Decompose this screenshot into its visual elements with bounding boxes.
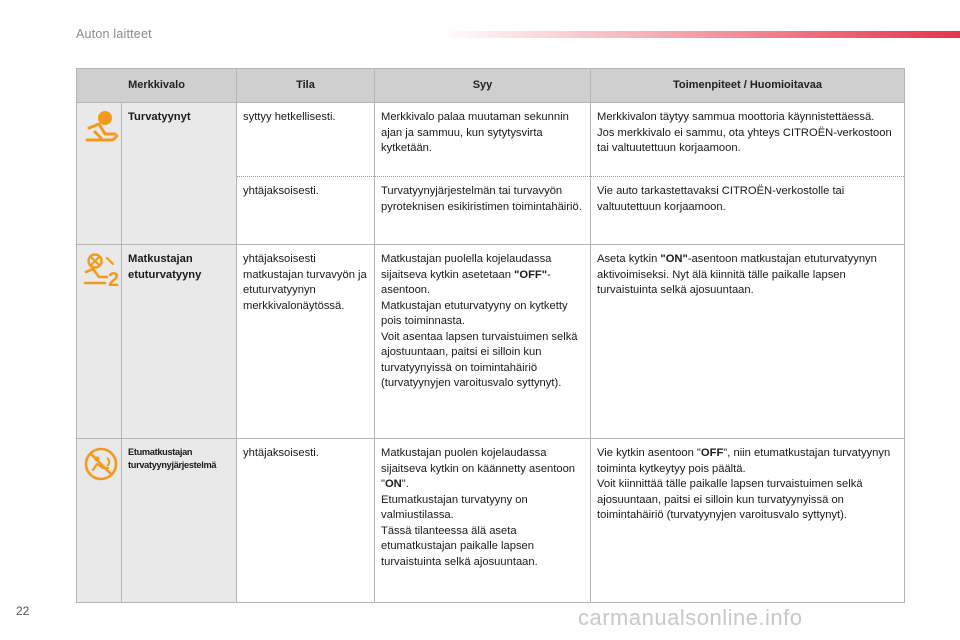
lamp-icon-cell — [77, 103, 122, 245]
action-text: ", niin etumatkustajan turvatyynyn toiminta kytkeytyy pois päältä. Voit kiinnittää tälle paikalle lapsen turvaistuimen selkä ajosuuntaan, paitsi ei silloin kun turvatyynyissä on toimintahäiriö (turvatyynyjen varoitusvalo syttynyt). — [597, 447, 891, 521]
action-cell: Vie auto tarkastettavaksi CITROËN-verkostolle tai valtuutettuun korjaamoon. — [591, 177, 905, 245]
table-header-row — [77, 69, 905, 103]
cause-text: ". Etumatkustajan turvatyyny on valmiustilassa. Tässä tilanteessa älä aseta etumatkustajan paikalle lapsen turvaistuinta selkä ajosuuntaan. — [381, 478, 538, 568]
passenger-airbag-off-icon — [83, 252, 123, 288]
warning-lamp-table — [76, 68, 905, 603]
state-cell: yhtäjaksoisesti. — [237, 439, 375, 603]
table-row — [77, 103, 905, 177]
lamp-name: Turvatyynyt — [122, 103, 237, 245]
section-title: Auton laitteet — [76, 27, 152, 41]
svg-text:2: 2 — [108, 269, 120, 288]
cause-cell: Turvatyynyjärjestelmän tai turvavyön pyroteknisen esikiristimen toimintahäiriö. — [375, 177, 591, 245]
lamp-icon-cell — [77, 245, 122, 439]
cause-text: Matkustajan puolen kojelaudassa sijaitseva kytkin on käännetty asentoon " — [381, 447, 576, 490]
lamp-icon-cell — [77, 439, 122, 603]
cause-cell — [375, 439, 591, 603]
action-cell — [591, 439, 905, 603]
action-cell: Merkkivalon täytyy sammua moottoria käynnistettäessä. Jos merkkivalo ei sammu, ota yhteys CITROËN-verkostoon tai valtuutettuun korjaamoon. — [591, 103, 905, 177]
action-text: -asentoon matkustajan etuturvatyynyn aktivoimiseksi. Nyt älä kiinnitä tälle paikalle lapsen turvaistuinta selkä ajosuuntaan. — [597, 253, 877, 296]
cause-cell: Merkkivalo palaa muutaman sekunnin ajan ja sammuu, kun sytytysvirta kytketään. — [375, 103, 591, 177]
action-cell — [591, 245, 905, 439]
column-header-cause: Syy — [375, 69, 591, 103]
lamp-name: Etumatkustajan turvatyynyjärjestelmä — [122, 439, 237, 603]
column-header-action: Toimenpiteet / Huomioitavaa — [591, 69, 905, 103]
state-cell: yhtäjaksoisesti. — [237, 177, 375, 245]
switch-position-off: OFF — [700, 447, 724, 459]
page-number: 22 — [16, 604, 30, 618]
state-cell: yhtäjaksoisesti matkustajan turvavyön ja etuturvatyynyn merkkivalonäytössä. — [237, 245, 375, 439]
action-text: Aseta kytkin — [597, 253, 661, 265]
front-passenger-airbag-icon — [83, 446, 119, 482]
state-cell: syttyy hetkellisesti. — [237, 103, 375, 177]
watermark: carmanualsonline.info — [578, 605, 803, 630]
lamp-name: Matkustajan etuturvatyyny — [122, 245, 237, 439]
table-row — [77, 439, 905, 603]
cause-text: Matkustajan puolella kojelaudassa sijaitseva kytkin asetetaan — [381, 253, 552, 281]
column-header-state: Tila — [237, 69, 375, 103]
airbag-warning-icon — [83, 110, 121, 144]
switch-position-on: ON — [384, 478, 402, 490]
header-accent-bar — [440, 31, 960, 38]
switch-position-off: "OFF" — [514, 268, 548, 281]
cause-text: -asentoon. Matkustajan etuturvatyyny on kytketty pois toiminnasta. Voit asentaa lapsen turvaistuimen selkä ajostuuntaan, paitsi ei silloin kun turvatyynyissä on toimintahäiriö (turvatyynyjen varoitusvalo syttynyt). — [381, 268, 578, 389]
switch-position-on: "ON" — [660, 253, 688, 265]
column-header-lamp: Merkkivalo — [77, 69, 237, 103]
action-text: Vie kytkin asentoon " — [597, 447, 701, 459]
table-row — [77, 245, 905, 439]
cause-cell — [375, 245, 591, 439]
